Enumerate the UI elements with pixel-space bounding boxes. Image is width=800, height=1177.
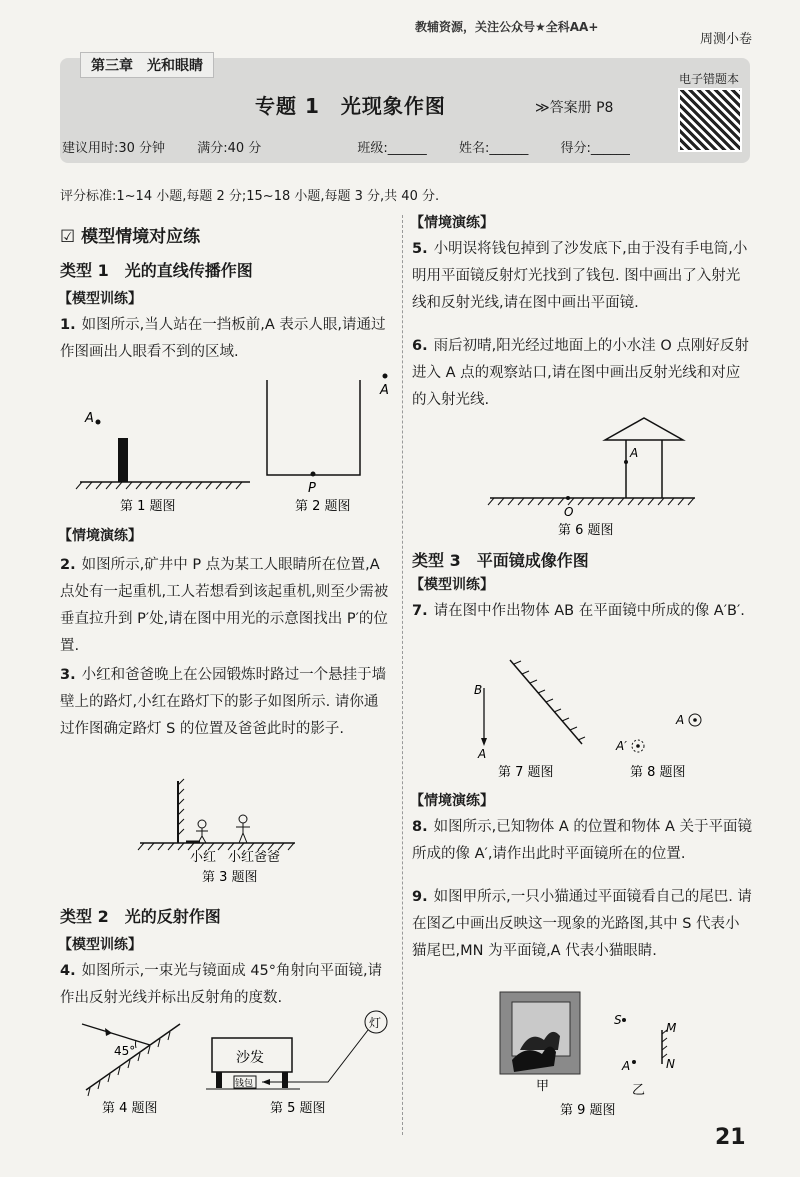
- figures-7-8: [470, 650, 730, 785]
- tag-model-training-2: 【模型训练】: [58, 937, 142, 953]
- caption-fig1: 第 1 题图: [120, 499, 176, 514]
- label-A: A: [85, 411, 94, 426]
- label-S: S: [614, 1013, 622, 1027]
- topic-title: 专题 1 光现象作图: [255, 94, 446, 118]
- type1-heading: 类型 1 光的直线传播作图: [60, 261, 253, 280]
- caption-fig9: 第 9 题图: [560, 1103, 616, 1118]
- label-M: M: [666, 1021, 677, 1035]
- header-note: 教辅资源，关注公众号★全科AA+: [415, 20, 599, 34]
- figure-1: [76, 411, 250, 514]
- name-field[interactable]: 姓名:______: [458, 141, 529, 156]
- question-1: 1. 如图所示,当人站在一挡板前,A 表示人眼,请通过作图画出人眼看不到的区域.: [60, 317, 386, 360]
- chapter-label: 第三章 光和眼睛: [80, 52, 214, 78]
- tag-model-training: 【模型训练】: [58, 291, 142, 307]
- label-baba: 小红爸爸: [228, 850, 281, 865]
- figure-5: [206, 1011, 387, 1116]
- tag-scenario-1: 【情境演练】: [58, 528, 142, 544]
- label-Aprime: A′: [616, 739, 627, 753]
- meta-row: [62, 137, 658, 156]
- label-45deg: 45°: [114, 1044, 136, 1058]
- question-3: 3. 小红和爸爸晚上在公园锻炼时路过一个悬挂于墙壁上的路灯,小红在路灯下的影子如图所示. 请你通过作图确定路灯 S 的位置及爸爸此时的影子.: [60, 667, 387, 737]
- suggested-time: 建议用时:30 分钟: [62, 141, 166, 156]
- caption-fig4: 第 4 题图: [102, 1101, 158, 1116]
- figures-1-2: [70, 368, 400, 518]
- caption-fig6: 第 6 题图: [558, 523, 614, 538]
- figures-4-5: [70, 1010, 400, 1120]
- label-O: O: [564, 505, 574, 519]
- caption-fig8: 第 8 题图: [630, 765, 686, 780]
- question-5: 5. 小明误将钱包掉到了沙发底下,由于没有手电筒,小明用平面镜反射灯光找到了钱包. 图中画出了入射光线和反射光线,请在图中画出平面镜.: [412, 241, 748, 311]
- caption-fig3: 第 3 题图: [202, 870, 258, 885]
- label-jia: 甲: [536, 1079, 550, 1094]
- label-xiaohong: 小红: [190, 850, 217, 865]
- figure-2: [267, 374, 389, 515]
- tag-scenario-3: 【情境演练】: [410, 793, 494, 809]
- question-8: 8. 如图所示,已知物体 A 的位置和物体 A 关于平面镜所成的像 A′,请作出此时平面镜所在的位置.: [412, 819, 752, 862]
- figure-3: [130, 775, 300, 890]
- label-A2: A: [380, 383, 389, 398]
- label-wallet: 钱包: [235, 1079, 254, 1089]
- label-A8: A: [676, 713, 685, 727]
- label-A6: A: [630, 446, 639, 460]
- label-lamp: 灯: [369, 1016, 382, 1030]
- figure-9: [490, 990, 710, 1120]
- tag-scenario-2: 【情境演练】: [410, 215, 494, 231]
- caption-fig5: 第 5 题图: [270, 1101, 326, 1116]
- question-6: 6. 雨后初晴,阳光经过地面上的小水洼 O 点刚好反射进入 A 点的观察站口,请在图中画出反射光线和对应的入射光线.: [412, 338, 749, 408]
- label-A7: A: [478, 747, 487, 761]
- figure-7: [474, 660, 585, 780]
- type2-heading: 类型 2 光的反射作图: [60, 907, 221, 926]
- label-yi: 乙: [632, 1083, 646, 1098]
- question-4: 4. 如图所示,一束光与镜面成 45°角射向平面镜,请作出反射光线并标出反射角的度数.: [60, 963, 383, 1006]
- question-2: 2. 如图所示,矿井中 P 点为某工人眼睛所在位置,A 点处有一起重机,工人若想看到该起重机,则至少需被垂直拉升到 P′处,请在图中用光的示意图找出 P′的位置.: [60, 557, 389, 654]
- tag-model-training-3: 【模型训练】: [410, 577, 494, 593]
- score-field[interactable]: 得分:______: [560, 141, 630, 156]
- page-number: 21: [715, 1125, 746, 1150]
- label-B: B: [474, 683, 483, 697]
- label-A9: A: [622, 1059, 631, 1073]
- question-7: 7. 请在图中作出物体 AB 在平面镜中所成的像 A′B′.: [412, 603, 745, 619]
- column-divider: [402, 215, 403, 1135]
- type3-heading: 类型 3 平面镜成像作图: [412, 551, 589, 570]
- label-N: N: [666, 1057, 675, 1071]
- label-sofa: 沙发: [236, 1050, 264, 1066]
- caption-fig7: 第 7 题图: [498, 765, 554, 780]
- scoring-criteria: 评分标准:1~14 小题,每题 2 分;15~18 小题,每题 3 分,共 40 分.: [60, 189, 440, 204]
- answer-reference: ≫答案册 P8: [535, 100, 614, 116]
- figure-8: [615, 713, 701, 780]
- figure-6: [480, 410, 710, 540]
- class-field[interactable]: 班级:______: [357, 141, 427, 156]
- qr-code[interactable]: [678, 88, 742, 152]
- caption-fig2: 第 2 题图: [295, 499, 351, 514]
- series-name: 周测小卷: [699, 32, 752, 47]
- figure-4: [82, 1024, 180, 1116]
- ebook-label: 电子错题本: [678, 72, 739, 86]
- label-P: P: [308, 481, 316, 496]
- section-heading: ☑ 模型情境对应练: [60, 227, 201, 247]
- check-icon: ☑: [60, 227, 76, 247]
- question-9: 9. 如图甲所示,一只小猫通过平面镜看自己的尾巴. 请在图乙中画出反映这一现象的光路图,其中 S 代表小猫尾巴,MN 为平面镜,A 代表小猫眼睛.: [412, 889, 752, 959]
- full-score: 满分:40 分: [197, 141, 262, 156]
